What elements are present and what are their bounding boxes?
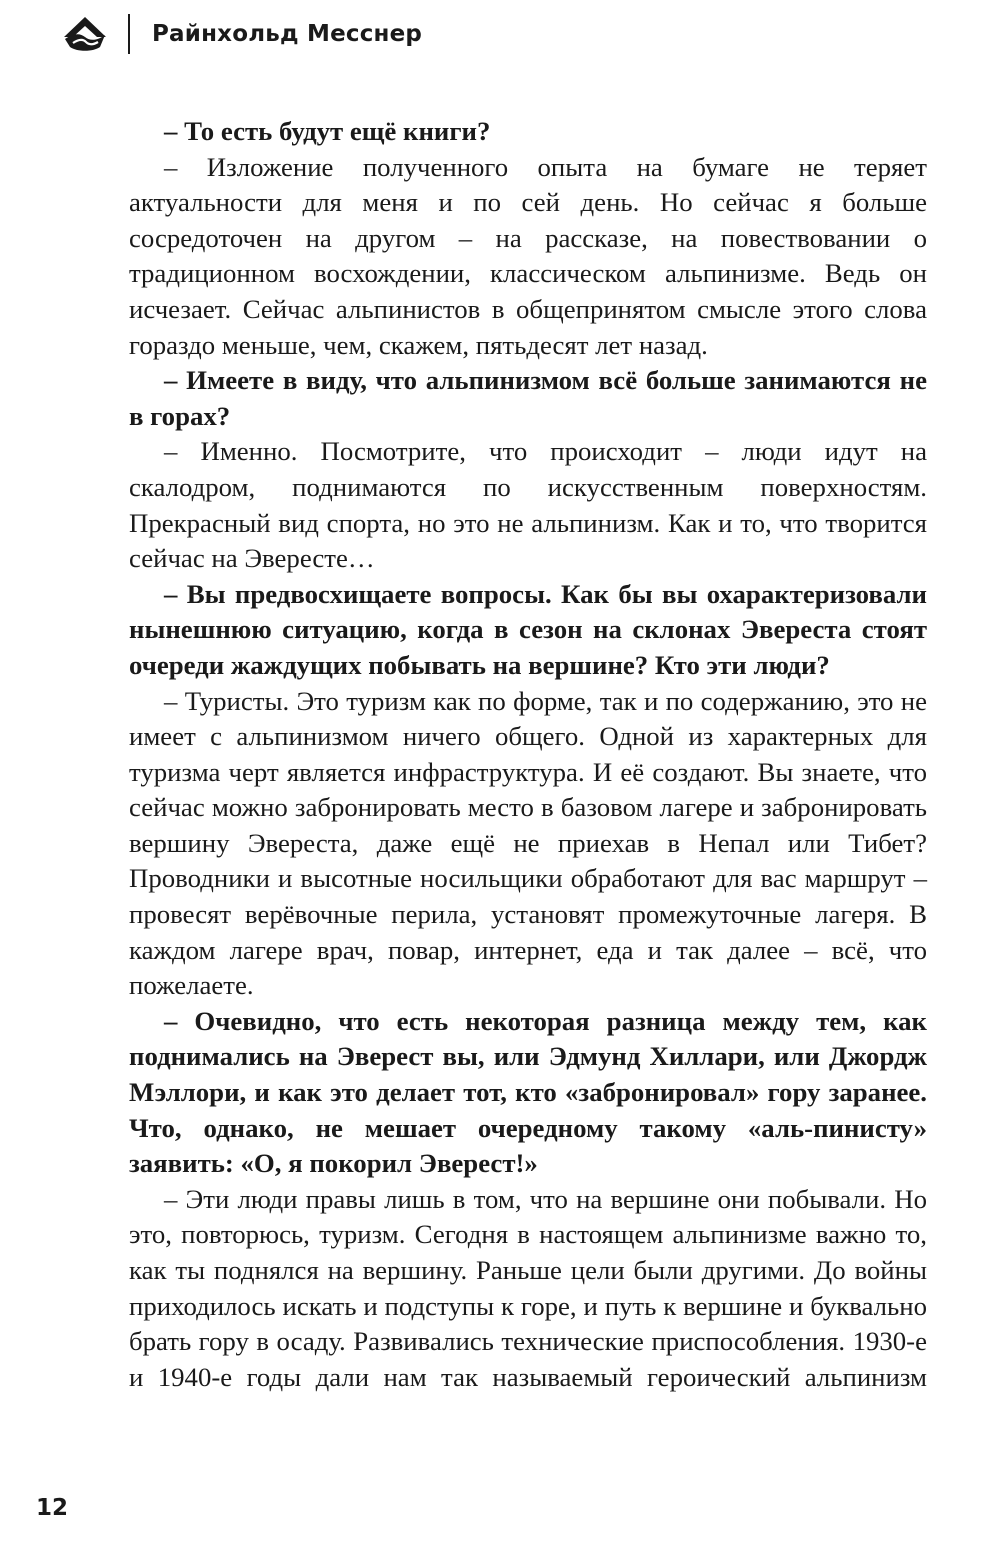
- question-paragraph: – То есть будут ещё книги?: [164, 116, 491, 146]
- header-divider: [128, 14, 130, 54]
- page-number: 12: [36, 1495, 69, 1521]
- answer-paragraph: – Эти люди правы лишь в том, что на вершине они побывали. Но это, повторюсь, туризм. Сегодня в настоящем альпинизме важно то, как ты поднялся на вершину. Раньше цели были другими. До войны приходилось искать и подступы к горе, и путь к вершине и буквально брать гору в осаду. Развивались технические приспособления. 1930-е и 1940-е годы дали нам так называемый героический альпинизм: [129, 1183, 927, 1392]
- mountain-logo-icon: [62, 14, 108, 54]
- answer-paragraph: – Именно. Посмотрите, что происходит – люди идут на скалодром, поднимаются по искусственным поверхностям. Прекрасный вид спорта, но это не альпинизм. Как и то, что творится сейчас на Эвересте…: [129, 436, 927, 574]
- question-paragraph: – Очевидно, что есть некоторая разница между тем, как поднимались на Эверест вы, или Эдмунд Хиллари, или Джордж Мэллори, и как это делает тот, кто «забронировал» гору заранее. Что, однако, не мешает очередному такому «аль-пинисту» заявить: «О, я покорил Эверест!»: [129, 1005, 927, 1179]
- question-paragraph: – Вы предвосхищаете вопросы. Как бы вы охарактеризовали нынешнюю ситуацию, когда в сезон на склонах Эвереста стоят очереди жаждущих побывать на вершине? Кто эти люди?: [129, 578, 927, 680]
- page-header: [62, 12, 422, 56]
- body-text: [129, 114, 927, 1395]
- question-paragraph: – Имеете в виду, что альпинизмом всё больше занимаются не в горах?: [129, 365, 927, 431]
- answer-paragraph: – Изложение полученного опыта на бумаге не теряет актуальности для меня и по сей день. Но сейчас я больше сосредоточен на другом – на рассказе, на повествовании о традиционном восхождении, классическом альпинизме. Ведь он исчезает. Сейчас альпинистов в общепринятом смысле этого слова гораздо меньше, чем, скажем, пятьдесят лет назад.: [129, 151, 927, 360]
- running-title: Райнхольд Месснер: [152, 21, 423, 47]
- answer-paragraph: – Туристы. Это туризм как по форме, так и по содержанию, это не имеет с альпинизмом ничего общего. Одной из характерных для туризма черт является инфраструктура. И её создают. Вы знаете, что сейчас можно забронировать место в базовом лагере и забронировать вершину Эвереста, даже ещё не приехав в Непал или Тибет? Проводники и высотные носильщики обработают для вас маршрут – провесят верёвочные перила, установят промежуточные лагеря. В каждом лагере врач, повар, интернет, еда и так далее – всё, что пожелаете.: [129, 685, 927, 1001]
